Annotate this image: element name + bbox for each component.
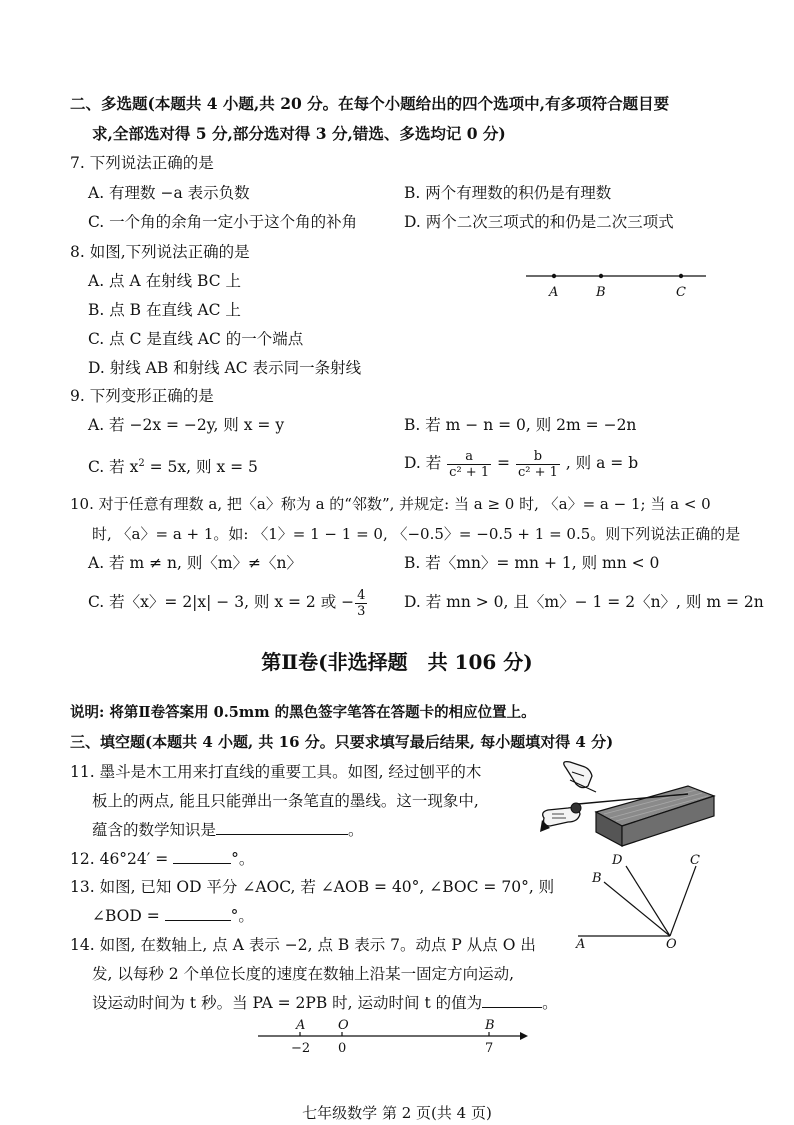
q14-number-line <box>254 1018 534 1058</box>
q11-line2: 板上的两点, 能且只能弹出一条笔直的墨线。这一现象中, <box>92 792 479 810</box>
q14-point-a-value: −2 <box>291 1041 311 1056</box>
q13-angle-figure <box>572 848 722 952</box>
q11-line3-post: 。 <box>348 821 364 839</box>
q14-point-b-name: B <box>485 1018 495 1033</box>
q13-label-o: O <box>666 937 677 952</box>
part2-title: 第Ⅱ卷(非选择题 共 106 分) <box>261 650 533 674</box>
q14-point-o-value: 0 <box>338 1041 347 1056</box>
q9-option-a: A. 若 −2x = −2y, 则 x = y <box>88 416 285 434</box>
q9-option-d <box>404 446 638 480</box>
q7-stem: 7. 下列说法正确的是 <box>70 154 214 172</box>
q9-d-pre: D. 若 <box>404 454 442 472</box>
q13-line2-pre: ∠BOD = <box>92 907 165 925</box>
q9-d-num2: b <box>516 449 560 465</box>
q9-d-fraction-1 <box>447 449 491 480</box>
q9-d-fraction-2 <box>516 449 560 480</box>
q10-option-d: D. 若 mn > 0, 且〈m〉− 1 = 2〈n〉, 则 m = 2n <box>404 593 764 611</box>
q10-c-den: 3 <box>357 603 366 619</box>
q7-option-a: A. 有理数 −a 表示负数 <box>88 184 250 202</box>
q13-label-c: C <box>690 853 700 868</box>
q8-point-b-label: B <box>596 285 606 300</box>
q13-answer-blank[interactable] <box>165 906 231 921</box>
q11-line3-pre: 蕴含的数学知识是 <box>92 821 217 839</box>
q10-c-fraction <box>355 588 367 619</box>
q12-answer-blank[interactable] <box>173 849 231 864</box>
q9-option-b: B. 若 m − n = 0, 则 2m = −2n <box>404 416 637 434</box>
q8-line-figure <box>522 266 712 302</box>
page-footer: 七年级数学 第 2 页(共 4 页) <box>302 1104 492 1122</box>
q9-c-post: = 5x, 则 x = 5 <box>144 458 258 477</box>
q10-option-c <box>88 585 368 619</box>
q14-line3-post: 。 <box>542 994 558 1012</box>
section2-title-line2: 求,全部选对得 5 分,部分选对得 3 分,错选、多选均记 0 分) <box>92 124 506 143</box>
q8-option-d: D. 射线 AB 和射线 AC 表示同一条射线 <box>88 359 362 377</box>
q12-line <box>70 849 254 869</box>
section2-title-line1: 二、多选题(本题共 4 小题,共 20 分。在每个小题给出的四个选项中,有多项符合题目要 <box>70 94 670 113</box>
q10-option-a: A. 若 m ≠ n, 则〈m〉≠〈n〉 <box>88 554 303 572</box>
q14-line3 <box>92 993 558 1013</box>
q11-answer-blank[interactable] <box>216 820 348 835</box>
q14-answer-blank[interactable] <box>482 993 542 1008</box>
q8-option-c: C. 点 C 是直线 AC 的一个端点 <box>88 330 304 348</box>
q13-line2-post: °。 <box>230 907 254 925</box>
q8-point-c-label: C <box>676 285 686 300</box>
q8-option-a: A. 点 A 在射线 BC 上 <box>88 272 241 290</box>
q10-c-num: 4 <box>357 587 366 603</box>
q12-pre: 12. 46°24′ = <box>70 850 174 868</box>
q14-point-a-name: A <box>296 1018 306 1033</box>
q9-d-den1: c² + 1 <box>449 464 490 480</box>
q7-option-b: B. 两个有理数的积仍是有理数 <box>404 184 612 202</box>
q9-option-c <box>88 454 258 477</box>
q13-label-a: A <box>576 937 586 952</box>
q9-c-pre: C. 若 x <box>88 458 139 477</box>
q9-stem: 9. 下列变形正确的是 <box>70 387 214 405</box>
q9-c-sup: 2 <box>138 458 145 469</box>
q13-label-d: D <box>612 853 623 868</box>
q12-post: °。 <box>231 850 255 868</box>
q9-d-den2: c² + 1 <box>517 464 558 480</box>
q7-option-d: D. 两个二次三项式的和仍是二次三项式 <box>404 213 674 231</box>
section3-title: 三、填空题(本题共 4 小题, 共 16 分。只要求填写最后结果, 每小题填对得 4 分) <box>70 733 614 751</box>
q8-point-a-label: A <box>549 285 559 300</box>
q13-line1: 13. 如图, 已知 OD 平分 ∠AOC, 若 ∠AOB = 40°, ∠BOC = 70°, 则 <box>70 878 555 896</box>
q9-d-post: , 则 a = b <box>565 454 639 472</box>
part2-note: 说明: 将第Ⅱ卷答案用 0.5mm 的黑色签字笔答在答题卡的相应位置上。 <box>70 704 536 721</box>
q13-label-b: B <box>592 871 602 886</box>
q10-c-pre: C. 若〈x〉= 2|x| − 3, 则 x = 2 或 − <box>88 593 355 611</box>
q11-line1: 11. 墨斗是木工用来打直线的重要工具。如图, 经过刨平的木 <box>70 763 482 781</box>
q9-d-eq: = <box>497 454 511 472</box>
q13-line2 <box>92 906 254 926</box>
q14-line3-pre: 设运动时间为 t 秒。当 PA = 2PB 时, 运动时间 t 的值为 <box>92 994 483 1012</box>
q7-option-c: C. 一个角的余角一定小于这个角的补角 <box>88 213 358 231</box>
q9-d-num1: a <box>447 449 491 465</box>
ink-marker-illustration <box>538 756 718 852</box>
q14-line1: 14. 如图, 在数轴上, 点 A 表示 −2, 点 B 表示 7。动点 P 从点 O 出 <box>70 936 536 954</box>
q11-line3 <box>92 820 364 840</box>
q8-stem: 8. 如图,下列说法正确的是 <box>70 243 250 261</box>
q14-line2: 发, 以每秒 2 个单位长度的速度在数轴上沿某一固定方向运动, <box>92 965 514 983</box>
q10-option-b: B. 若〈mn〉= mn + 1, 则 mn < 0 <box>404 554 660 572</box>
q8-option-b: B. 点 B 在直线 AC 上 <box>88 301 241 319</box>
q10-line1: 10. 对于任意有理数 a, 把〈a〉称为 a 的“邻数”, 并规定: 当 a ≥ 0 时, 〈a〉= a − 1; 当 a < 0 <box>70 495 711 513</box>
q14-point-b-value: 7 <box>485 1041 494 1056</box>
q14-point-o-name: O <box>338 1018 349 1033</box>
q10-line2: 时, 〈a〉= a + 1。如: 〈1〉= 1 − 1 = 0, 〈−0.5〉= −0.5 + 1 = 0.5。则下列说法正确的是 <box>92 525 741 543</box>
